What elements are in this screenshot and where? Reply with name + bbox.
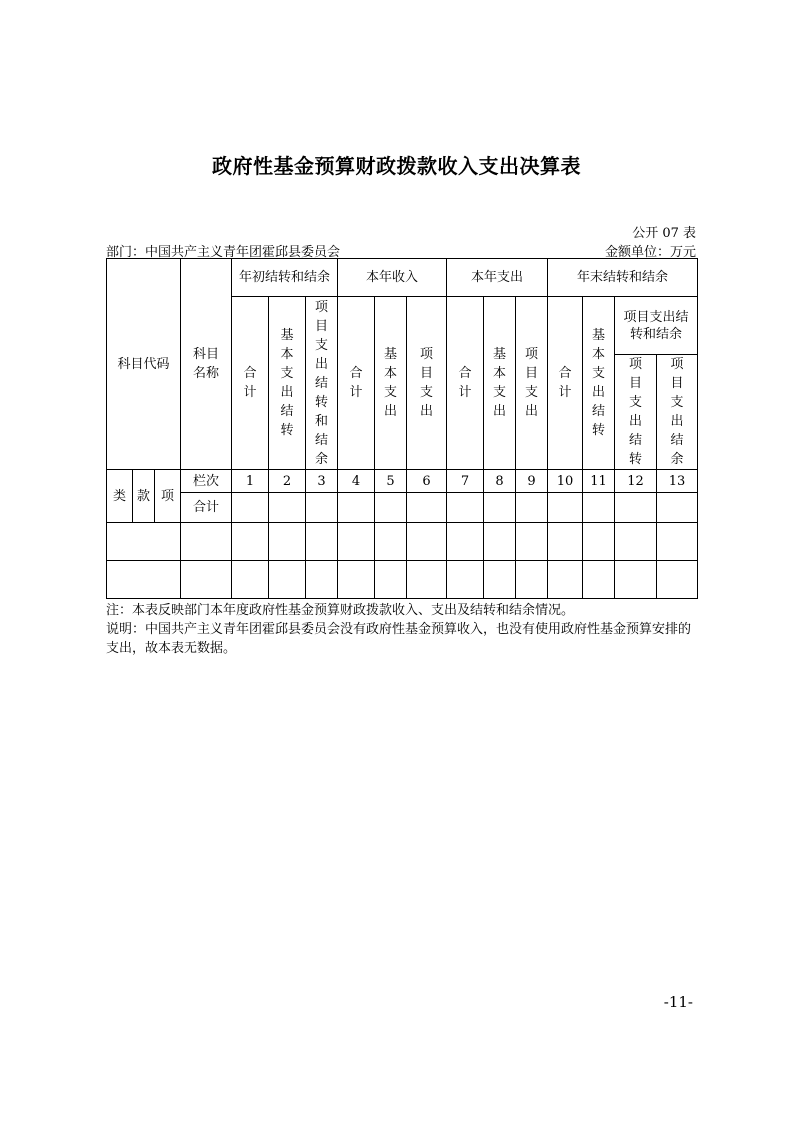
table-cell [181, 561, 232, 599]
table-cell [447, 523, 484, 561]
income-basic-header: 基本支出 [375, 297, 407, 470]
table-cell [232, 561, 269, 599]
table-cell [107, 561, 181, 599]
column-number: 3 [306, 470, 338, 493]
begin-total-header: 合计 [232, 297, 269, 470]
table-cell [306, 523, 338, 561]
code-section-header: 款 [133, 470, 155, 523]
table-cell [306, 561, 338, 599]
table-cell [484, 493, 516, 523]
column-number: 10 [548, 470, 583, 493]
table-cell [407, 493, 447, 523]
column-number: 4 [338, 470, 375, 493]
end-basic-carry-header: 基本支出结转 [583, 297, 615, 470]
table-cell [484, 561, 516, 599]
table-cell [338, 561, 375, 599]
table-cell [375, 523, 407, 561]
page-number: -11- [663, 993, 693, 1011]
column-number: 13 [657, 470, 698, 493]
income-total-header: 合计 [338, 297, 375, 470]
table-cell [657, 523, 698, 561]
budget-table [106, 258, 698, 599]
begin-project-carry-header: 项目支出结转和结余 [306, 297, 338, 470]
table-row-total [107, 493, 698, 523]
subject-code-header: 科目代码 [107, 259, 181, 470]
table-cell [583, 523, 615, 561]
end-project-surplus-header: 项目支出结余 [657, 355, 698, 470]
begin-balance-header: 年初结转和结余 [232, 259, 338, 297]
unit-label: 金额单位：万元 [604, 245, 696, 260]
table-cell [232, 493, 269, 523]
department-label: 部门：中国共产主义青年团霍邱县委员会 [106, 245, 341, 260]
column-number: 9 [516, 470, 548, 493]
expense-header: 本年支出 [447, 259, 548, 297]
expense-total-header: 合计 [447, 297, 484, 470]
end-project-carry-header: 项目支出结转 [615, 355, 657, 470]
table-cell [269, 561, 306, 599]
column-number: 6 [407, 470, 447, 493]
table-explanation: 说明：中国共产主义青年团霍邱县委员会没有政府性基金预算收入，也没有使用政府性基金预算安排的支出，故本表无数据。 [106, 622, 692, 656]
expense-project-header: 项目支出 [516, 297, 548, 470]
table-cell [107, 523, 181, 561]
income-project-header: 项目支出 [407, 297, 447, 470]
table-cell [657, 561, 698, 599]
table-cell [548, 493, 583, 523]
table-cell [583, 561, 615, 599]
end-project-sub-header: 项目支出结转和结余 [615, 297, 698, 355]
total-row-label: 合计 [181, 493, 232, 523]
column-number: 12 [615, 470, 657, 493]
column-number: 7 [447, 470, 484, 493]
expense-basic-header: 基本支出 [484, 297, 516, 470]
table-cell [615, 561, 657, 599]
table-row [107, 561, 698, 599]
table-cell [615, 523, 657, 561]
table-note: 注：本表反映部门本年度政府性基金预算财政拨款收入、支出及结转和结余情况。 [106, 603, 575, 618]
table-cell [484, 523, 516, 561]
table-cell [407, 523, 447, 561]
end-balance-header: 年末结转和结余 [548, 259, 698, 297]
table-cell [583, 493, 615, 523]
table-cell [269, 523, 306, 561]
table-cell [548, 523, 583, 561]
table-cell [306, 493, 338, 523]
end-total-header: 合计 [548, 297, 583, 470]
table-row [107, 523, 698, 561]
table-cell [516, 523, 548, 561]
table-cell [181, 523, 232, 561]
table-cell [338, 493, 375, 523]
table-cell [232, 523, 269, 561]
table-cell [375, 561, 407, 599]
column-number: 11 [583, 470, 615, 493]
subject-name-header: 科目名称 [181, 259, 232, 470]
begin-basic-carry-header: 基本支出结转 [269, 297, 306, 470]
column-number: 5 [375, 470, 407, 493]
page-title: 政府性基金预算财政拨款收入支出决算表 [212, 154, 581, 178]
column-number: 2 [269, 470, 306, 493]
table-cell [516, 493, 548, 523]
code-class-header: 类 [107, 470, 133, 523]
table-cell [447, 493, 484, 523]
table-cell [615, 493, 657, 523]
table-cell [548, 561, 583, 599]
table-cell [375, 493, 407, 523]
column-number: 8 [484, 470, 516, 493]
form-code: 公开 07 表 [632, 226, 696, 241]
table-cell [269, 493, 306, 523]
column-index-label: 栏次 [181, 470, 232, 493]
column-number: 1 [232, 470, 269, 493]
table-cell [657, 493, 698, 523]
table-cell [516, 561, 548, 599]
income-header: 本年收入 [338, 259, 447, 297]
table-cell [407, 561, 447, 599]
table-cell [338, 523, 375, 561]
table-cell [447, 561, 484, 599]
code-item-header: 项 [155, 470, 181, 523]
